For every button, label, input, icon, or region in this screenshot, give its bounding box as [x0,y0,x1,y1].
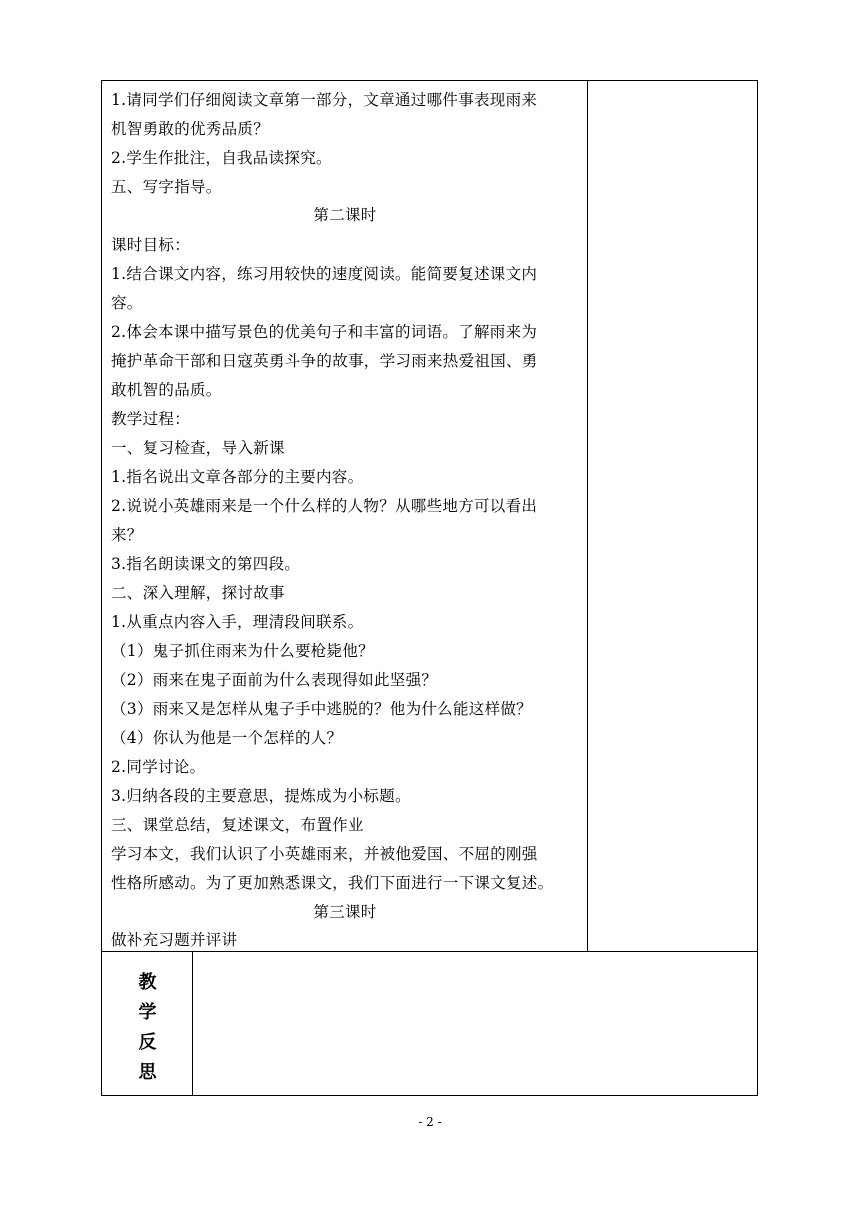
text-line: 2.说说小英雄雨来是一个什么样的人物？从哪些地方可以看出 [111,497,538,515]
text-line: 1.指名说出文章各部分的主要内容。 [111,468,364,486]
text-line: 做补充习题并评讲 [111,931,238,949]
text-line: 1.从重点内容入手，理清段间联系。 [111,613,364,631]
notes-cell [588,81,757,951]
reflection-label-cell [102,952,193,1095]
page-number: - 2 - [418,1115,442,1129]
text-line: 1.请同学们仔细阅读文章第一部分，文章通过哪件事表现雨来 [111,91,538,109]
text-line: （1）鬼子抓住雨来为什么要枪毙他？ [111,642,374,660]
lesson-content-cell [102,81,588,951]
text-line: 掩护革命干部和日寇英勇斗争的故事，学习雨来热爱祖国、勇 [111,352,538,370]
text-line: 3.指名朗读课文的第四段。 [111,555,301,573]
text-line: 一、复习检查，导入新课 [111,439,285,457]
text-line: （4）你认为他是一个怎样的人？ [111,729,343,747]
text-line: 学习本文，我们认识了小英雄雨来，并被他爱国、不屈的刚强 [111,845,538,863]
lesson-process-row [102,81,757,952]
text-line: 三、课堂总结，复述课文，布置作业 [111,816,364,834]
text-line: 1.结合课文内容，练习用较快的速度阅读。能简要复述课文内 [111,265,538,283]
text-line: 2.学生作批注，自我品读探究。 [111,149,332,167]
reflection-label-char: 学 [138,1002,157,1023]
reflection-label-char: 反 [138,1032,157,1053]
text-line: 敢机智的品质。 [111,381,222,399]
reflection-label-char: 教 [138,972,157,993]
text-line: 五、写字指导。 [111,178,222,196]
reflection-row [102,952,757,1095]
text-line: 2.同学讨论。 [111,758,206,776]
reflection-label-char: 思 [138,1062,157,1083]
text-line: 3.归纳各段的主要意思，提炼成为小标题。 [111,787,411,805]
text-line: 容。 [111,294,143,312]
text-line: （3）雨来又是怎样从鬼子手中逃脱的？他为什么能这样做？ [111,700,532,718]
section-heading: 第三课时 [313,903,377,921]
text-line: 2.体会本课中描写景色的优美句子和丰富的词语。了解雨来为 [111,323,538,341]
reflection-content-cell [193,952,757,1095]
text-line: 教学过程： [111,410,191,428]
text-line: （2）雨来在鬼子面前为什么表现得如此坚强？ [111,671,438,689]
text-line: 二、深入理解，探讨故事 [111,584,285,602]
text-line: 机智勇敢的优秀品质？ [111,120,270,138]
lesson-plan-table [101,80,758,1096]
section-heading: 第二课时 [313,206,377,224]
text-line: 来？ [111,526,143,544]
text-line: 性格所感动。为了更加熟悉课文，我们下面进行一下课文复述。 [111,874,554,892]
text-line: 课时目标： [111,236,191,254]
